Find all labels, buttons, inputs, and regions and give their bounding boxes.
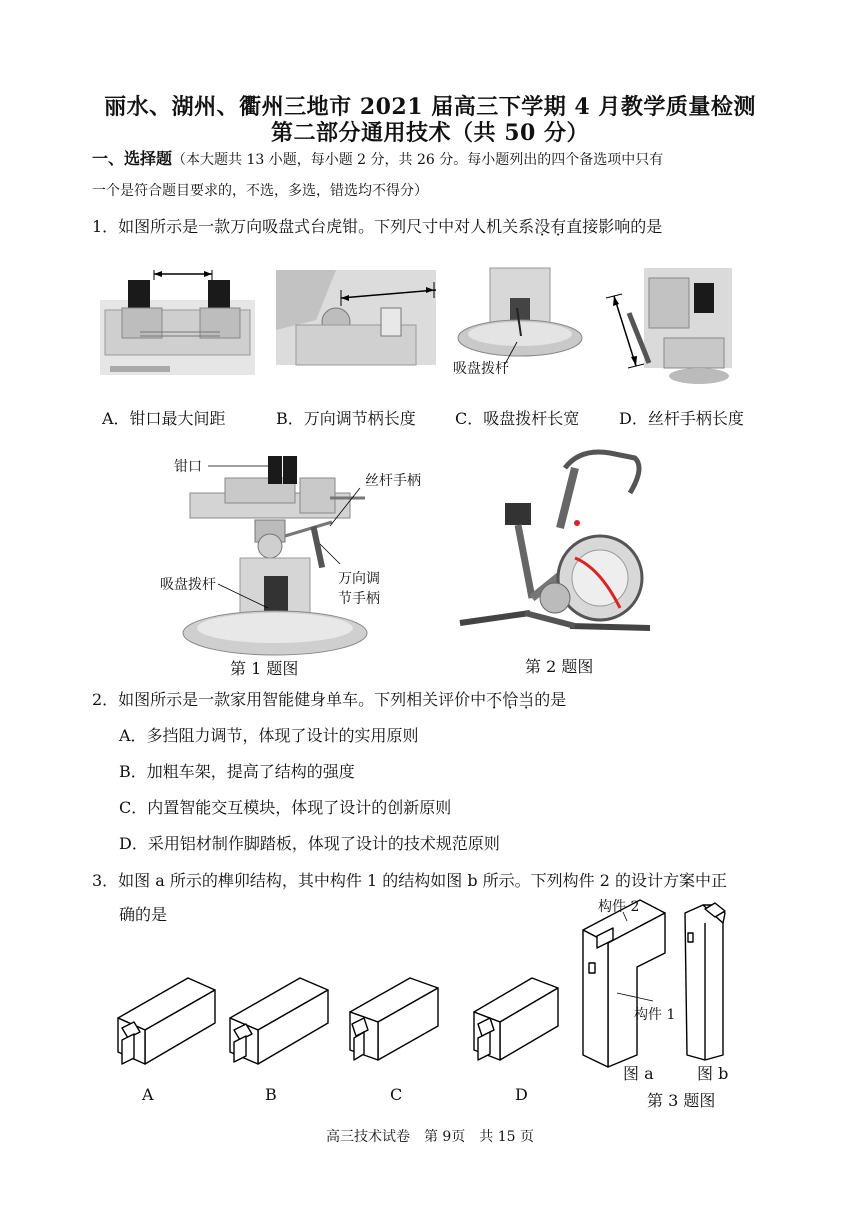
q2-stem-text: 2．如图所示是一款家用智能健身单车。下列相关评价中 [92, 690, 487, 709]
section-instructions [92, 146, 663, 173]
q3-part1-label: 构件 1 [634, 1007, 676, 1023]
figure-a-drawing [583, 900, 665, 1067]
page-footer: 高三技术试卷 第 9页 共 15 页 [325, 1129, 535, 1145]
q1-caption: 第 1 题图 [230, 659, 299, 678]
section-instructions-line1: （本大题共 13 小题，每小题 2 分，共 26 分。每小题列出的四个备选项中只有 [172, 152, 664, 168]
q1-figure [160, 448, 420, 663]
q2-caption: 第 2 题图 [525, 657, 594, 676]
q2-stem [92, 687, 566, 713]
q3-part2-label: 构件 2 [598, 899, 640, 915]
q3-option-a-label: A [142, 1085, 154, 1104]
q1-stem [92, 214, 662, 240]
q2-option-a: A．多挡阻力调节，体现了设计的实用原则 [119, 726, 419, 745]
q3-fig-b-label: 图 b [697, 1064, 729, 1083]
q2-stem-text-end: 的是 [534, 690, 567, 709]
q1-photo-c-label: 吸盘拨杆 [453, 361, 509, 377]
label-jaw: 钳口 [174, 459, 202, 475]
q2-emphasis-char: 不 [486, 690, 503, 709]
q3-stem-line1: 3．如图 a 所示的榫卯结构，其中构件 1 的结构如图 b 所示。下列构件 2 的设计方案中正 [92, 871, 728, 890]
q1-option-a: A．钳口最大间距 [102, 409, 226, 428]
q3-caption: 第 3 题图 [647, 1091, 716, 1110]
q3-option-c-label: C [390, 1085, 403, 1104]
q1-photo-b [276, 270, 436, 385]
exercise-bike-illustration [450, 448, 660, 648]
q1-stem-text: 1．如图所示是一款万向吸盘式台虎钳。下列尺寸中对人机关系 [92, 217, 535, 236]
section-label: 一、选择题 [92, 149, 173, 168]
figure-b-drawing [685, 903, 725, 1060]
label-universal-handle-2: 节手柄 [338, 591, 380, 607]
vise-jaw-photo [100, 270, 255, 385]
q1-emphasis-char: 没 [534, 217, 551, 236]
q1-photo-d [604, 268, 732, 388]
q3-option-drawings [100, 968, 570, 1078]
section-instructions-line2: 一个是符合题目要求的，不选，多选，错选均不得分） [92, 183, 428, 199]
q1-option-d: D．丝杆手柄长度 [619, 409, 744, 428]
q3-figure-drawing [575, 895, 745, 1070]
page-title: 丽水、湖州、衢州三地市 2021 届高三下学期 4 月教学质量检测 [104, 94, 756, 120]
q3-option-d-drawing [474, 978, 558, 1060]
q1-option-c: C．吸盘拨杆长宽 [455, 409, 580, 428]
q3-option-b-label: B [265, 1085, 277, 1104]
label-suction-lever: 吸盘拨杆 [160, 577, 216, 593]
q3-stem-line2: 确的是 [119, 905, 168, 924]
q2-emphasis-char: 当 [518, 690, 535, 709]
q3-option-b-drawing [230, 978, 328, 1064]
q2-figure [450, 448, 660, 648]
screw-handle-photo [604, 268, 732, 388]
q3-fig-a-label: 图 a [623, 1064, 654, 1083]
q1-emphasis-char: 有 [550, 217, 567, 236]
q1-stem-text-end: 直接影响的是 [566, 217, 663, 236]
label-screw-handle: 丝杆手柄 [365, 473, 421, 489]
universal-handle-photo [276, 270, 436, 385]
q3-option-a-drawing [118, 978, 215, 1064]
label-universal-handle-1: 万向调 [338, 571, 380, 587]
q2-option-c: C．内置智能交互模块，体现了设计的创新原则 [119, 798, 452, 817]
q2-emphasis-char: 恰 [502, 690, 519, 709]
q1-photo-c [455, 268, 585, 386]
q3-option-c-drawing [350, 978, 438, 1060]
q3-option-d-label: D [515, 1085, 528, 1104]
q1-photo-a [100, 270, 255, 385]
q2-option-d: D．采用铝材制作脚踏板，体现了设计的技术规范原则 [119, 834, 500, 853]
q1-option-b: B．万向调节柄长度 [276, 409, 416, 428]
page-subtitle: 第二部分通用技术（共 50 分） [271, 120, 589, 146]
q2-option-b: B．加粗车架，提高了结构的强度 [119, 762, 355, 781]
